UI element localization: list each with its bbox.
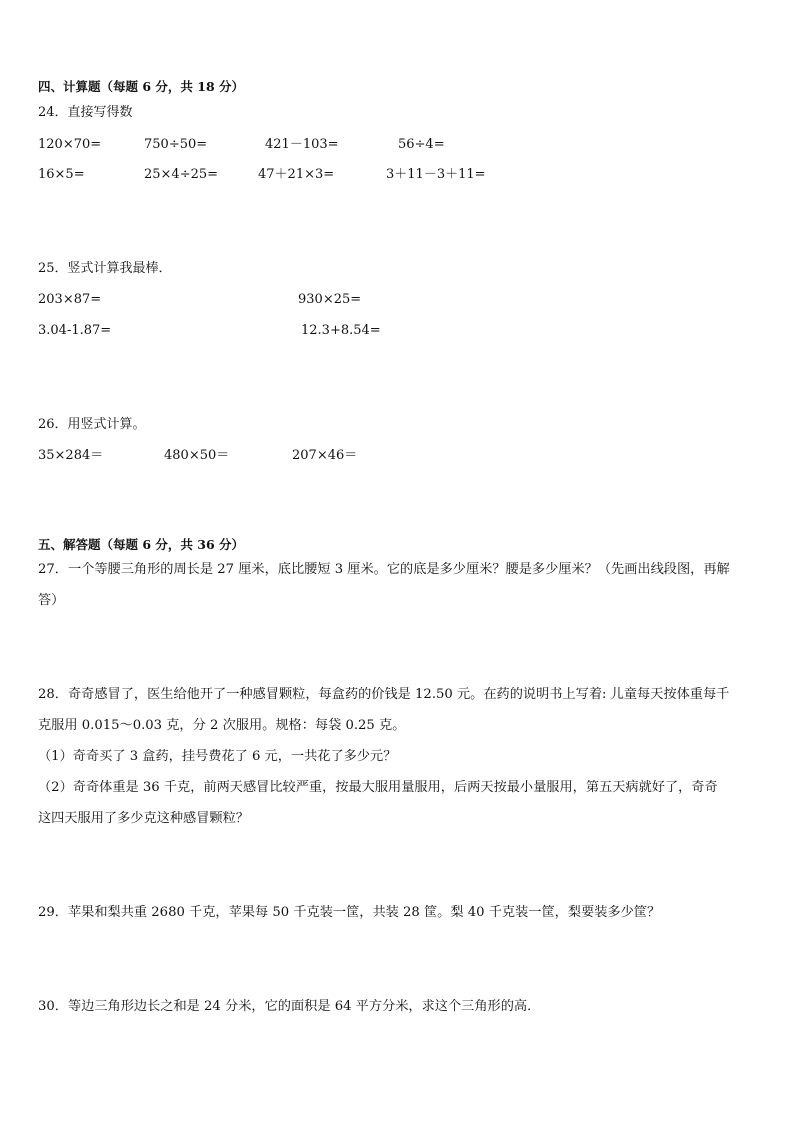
q26-problem-1: 35×284＝ [38,448,104,463]
q26-problem-3: 207×46＝ [292,448,358,463]
question-26-title: 26．用竖式计算。 [38,417,146,432]
question-28-line-1: 28．奇奇感冒了，医生给他开了一种感冒颗粒，每盒药的价钱是 12.50 元。在药的说明书上写着: 儿童每天按体重每千 [38,687,730,702]
question-30: 30．等边三角形边长之和是 24 分米，它的面积是 64 平方分米，求这个三角形的高． [38,999,541,1014]
q24-problem-1: 120×70= [38,137,102,152]
q25-problem-4: 12.3+8.54= [301,323,381,338]
q24-problem-3: 421－103= [265,137,339,152]
question-24-title: 24．直接写得数 [38,105,133,120]
q24-problem-5: 16×5= [38,167,85,182]
question-29: 29．苹果和梨共重 2680 千克，苹果每 50 千克装一筐，共装 28 筐。梨 40 千克装一筐，梨要装多少筐？ [38,905,661,920]
question-28-sub-2-line-2: 这四天服用了多少克这种感冒颗粒？ [38,811,249,826]
question-28-sub-2-line-1: （2）奇奇体重是 36 千克，前两天感冒比较严重，按最大服用量服用，后两天按最小量服用，第五天病就好了，奇奇 [38,780,718,795]
section-4-heading: 四、计算题（每题 6 分，共 18 分） [38,79,245,94]
q24-problem-6: 25×4÷25= [144,167,219,182]
question-25-title: 25．竖式计算我最棒． [38,261,172,276]
q24-problem-4: 56÷4= [398,137,445,152]
question-28-sub-1: （1）奇奇买了 3 盒药，挂号费花了 6 元，一共花了多少元？ [38,749,397,764]
section-5-heading: 五、解答题（每题 6 分，共 36 分） [38,537,245,552]
q25-problem-3: 3.04-1.87= [38,323,112,338]
q24-problem-7: 47＋21×3= [258,167,335,182]
question-27-line-1: 27．一个等腰三角形的周长是 27 厘米，底比腰短 3 厘米。它的底是多少厘米？腰是多少厘米？（先画出线段图，再解 [38,562,730,577]
q24-problem-8: 3＋11－3＋11= [386,167,486,182]
q24-problem-2: 750÷50= [144,137,208,152]
question-28-line-2: 克服用 0.015～0.03 克，分 2 次服用。规格：每袋 0.25 克。 [38,718,406,733]
q26-problem-2: 480×50＝ [164,448,230,463]
question-27-line-2: 答） [38,593,65,608]
q25-problem-2: 930×25= [298,292,362,307]
q25-problem-1: 203×87= [38,292,102,307]
